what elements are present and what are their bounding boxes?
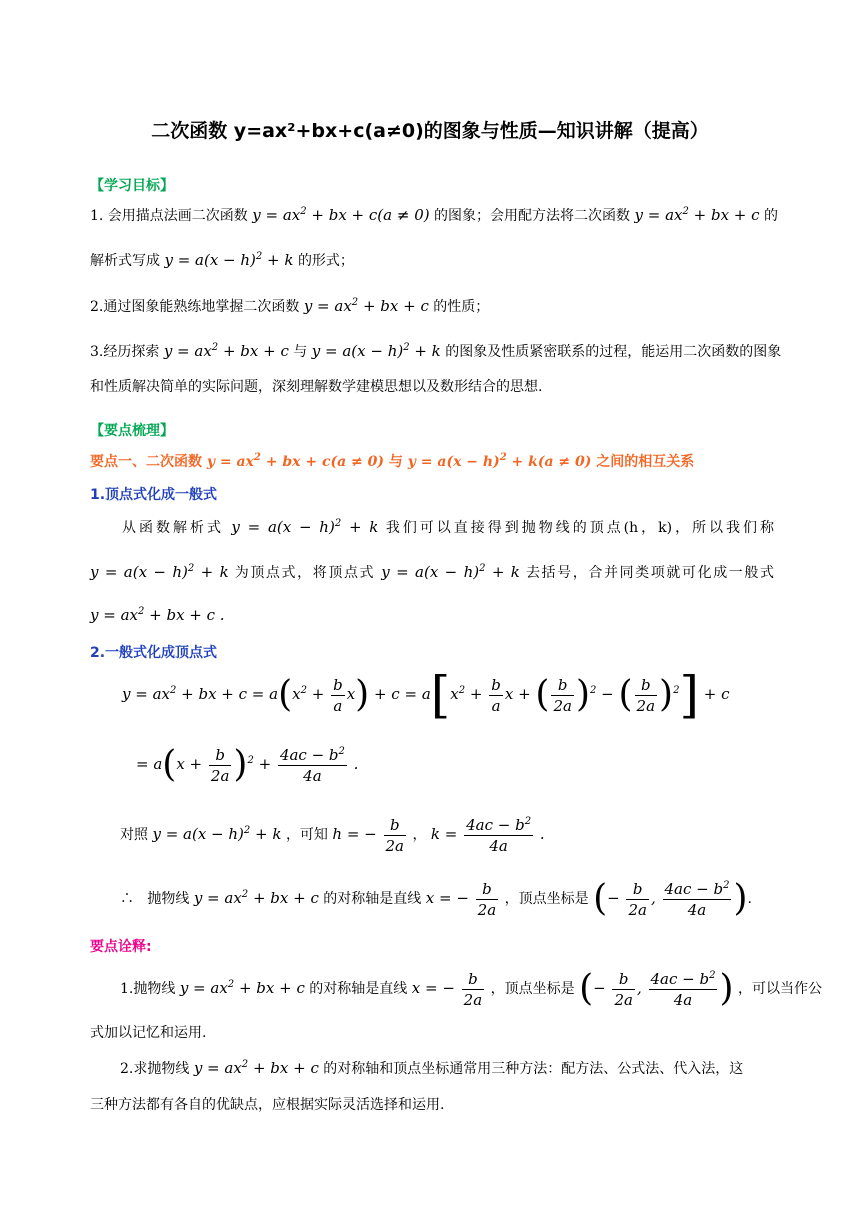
subsection-2-heading: 2.一般式化成顶点式 — [90, 645, 218, 661]
formula-general: $y = ax^2$ + bx + c(a ≠ 0) — [206, 452, 385, 470]
formula-vertex: $y = a(x - h)^2 + k(a \ne 0)$ — [407, 452, 592, 470]
formula-general: $y = ax^2$ + bx + c — [179, 979, 305, 997]
goal-2 — [90, 296, 489, 316]
goal-1-mid: 的图象；会用配方法将二次函数 — [434, 208, 631, 224]
formula-vertex-coordinates: (− $\frac{b}{2a}$ , $\frac{4ac - b^2}{4a}$ ) — [579, 968, 734, 1009]
formula-vertex: $y = a(x - h)^2 + k$ — [90, 563, 229, 581]
formula-general: $y = ax^2$ + bx + c — [303, 297, 429, 315]
derivation-line-1: $y = ax^2$ + bx + $c = a(x^2$ + $\frac{b}{a}$ $x) + c = a[x^2$ + $\frac{b}{a}$ x + ( $\frac{b}{2a}$ )$^2$ − ( $\frac{b}{2a}$ )$^2$] + c — [122, 666, 730, 724]
therefore-text-3: ，顶点坐标是 — [504, 891, 589, 907]
formula-axis: x = − $\frac{b}{2a}$ — [425, 879, 497, 919]
goal-3-line-2: 和性质解决简单的实际问题，深刻理解数学建模思想以及数形结合的思想. — [90, 379, 543, 395]
formula-k: k = $\frac{4ac - b^2}{4a}$ . — [430, 815, 545, 855]
formula-vertex: $y = a(x - h)^2 + k$ — [164, 251, 294, 269]
goal-2-prefix: 2.通过图象能熟练地掌握二次函数 — [90, 299, 300, 315]
goal-3-line-1 — [90, 341, 781, 361]
derivation-line-2: = a(x + $\frac{b}{2a}$ )$^2$ + $\frac{4ac - b^2}{4a}$ . — [136, 744, 359, 785]
goal-2-suffix: 的性质； — [433, 299, 490, 315]
note-1-line-2: 式加以记忆和运用. — [90, 1025, 207, 1041]
note-1-mid-1: 的对称轴是直线 — [309, 981, 408, 997]
point-1-suffix: 之间的相互关系 — [596, 454, 695, 470]
formula-general: $y = ax^2$ + bx + c — [193, 889, 319, 907]
subsection-1-heading: 1.顶点式化成一般式 — [90, 487, 218, 503]
formula-h: h = − $\frac{b}{2a}$ — [332, 815, 404, 855]
formula-axis: x = − $\frac{b}{2a}$ — [411, 969, 483, 1009]
compare-line — [120, 808, 545, 860]
formula-general: $y = ax^2$ + bx + c(a ≠ 0) — [252, 206, 430, 224]
formula-vertex: $y = a(x - h)^2 + k$ — [381, 563, 520, 581]
goal-1-line-2 — [90, 250, 354, 270]
compare-sep: ， — [412, 827, 427, 843]
note-1-prefix: 1.抛物线 — [120, 981, 176, 997]
formula-vertex-coordinates: (− $\frac{b}{2a}$ , $\frac{4ac - b^2}{4a}$ ) — [593, 878, 748, 919]
formula-general: $y = ax^2$ + bx + c — [634, 206, 760, 224]
goal-1-prefix: 1. 会用描点法画二次函数 — [90, 208, 248, 224]
point-1-heading — [90, 451, 694, 471]
sub1-p1-suffix: 我们可以直接得到抛物线的顶点(h，k)，所以我们称 — [385, 520, 775, 536]
note-2-line-2: 三种方法都有各自的优缺点，应根据实际灵活选择和运用. — [90, 1097, 445, 1113]
note-2-line-1 — [120, 1058, 743, 1078]
sub1-paragraph-line-1 — [122, 517, 774, 537]
goal-3-suffix: 的图象及性质紧密联系的过程，能运用二次函数的图象 — [445, 344, 782, 360]
point-1-prefix: 要点一、二次函数 — [90, 454, 202, 470]
goal-1-line-1 — [90, 205, 778, 225]
note-heading: 要点诠释: — [90, 939, 152, 955]
goal-3-mid: 与 — [293, 344, 308, 360]
therefore-text-2: 的对称轴是直线 — [323, 891, 422, 907]
goal-3-prefix: 3.经历探索 — [90, 344, 160, 360]
page-title: 二次函数 y=ax²+bx+c(a≠0)的图象与性质—知识讲解（提高） — [151, 120, 709, 142]
points-heading: 【要点梳理】 — [90, 423, 174, 439]
sub1-p1-prefix: 从函数解析式 — [122, 520, 224, 536]
therefore-line: ∴ 抛物线 $y = ax^2$ + bx + c 的对称轴是直线 x = − $\frac{b}{2a}$ ，顶点坐标是 (− $\frac{b}{2a}$ , $\frac{4ac - b^2}{4a}$ ). — [120, 878, 752, 919]
formula-general: $y = ax^2$ + bx + c . — [90, 606, 225, 624]
therefore-symbol: ∴ — [120, 891, 134, 907]
note-2-prefix: 2.求抛物线 — [120, 1061, 190, 1077]
compare-prefix: 对照 — [120, 827, 148, 843]
point-1-mid: 与 — [388, 454, 403, 470]
note-2-suffix: 的对称轴和顶点坐标通常用三种方法：配方法、公式法、代入法，这 — [323, 1061, 744, 1077]
formula-general: $y = ax^2$ + bx + c — [193, 1059, 319, 1077]
note-1-mid-2: ，顶点坐标是 — [490, 981, 575, 997]
sub1-p2-mid2: 去括号，合并同类项就可化成一般式 — [525, 565, 775, 581]
goal-1-line-2-prefix: 解析式写成 — [90, 253, 160, 269]
formula-general: $y = ax^2$ + bx + c — [163, 342, 289, 360]
goals-heading: 【学习目标】 — [90, 178, 174, 194]
sub1-p2-mid1: 为顶点式，将顶点式 — [234, 565, 376, 581]
note-1-suffix: ，可以当作公 — [737, 981, 822, 997]
compare-mid: ，可知 — [285, 827, 328, 843]
goal-1-suffix: 的 — [763, 208, 778, 224]
sub1-paragraph-line-3 — [90, 606, 225, 624]
formula-vertex: $y = a(x - h)^2 + k$ — [311, 342, 441, 360]
formula-vertex: $y = a(x - h)^2 + k$ — [231, 518, 379, 536]
sub1-paragraph-line-2 — [90, 562, 774, 582]
note-1-line-1 — [120, 962, 822, 1014]
therefore-text-1: 抛物线 — [147, 891, 190, 907]
formula-vertex: $y = a(x - h)^2 + k$ — [152, 825, 282, 843]
goal-1-line-2-suffix: 的形式； — [297, 253, 354, 269]
